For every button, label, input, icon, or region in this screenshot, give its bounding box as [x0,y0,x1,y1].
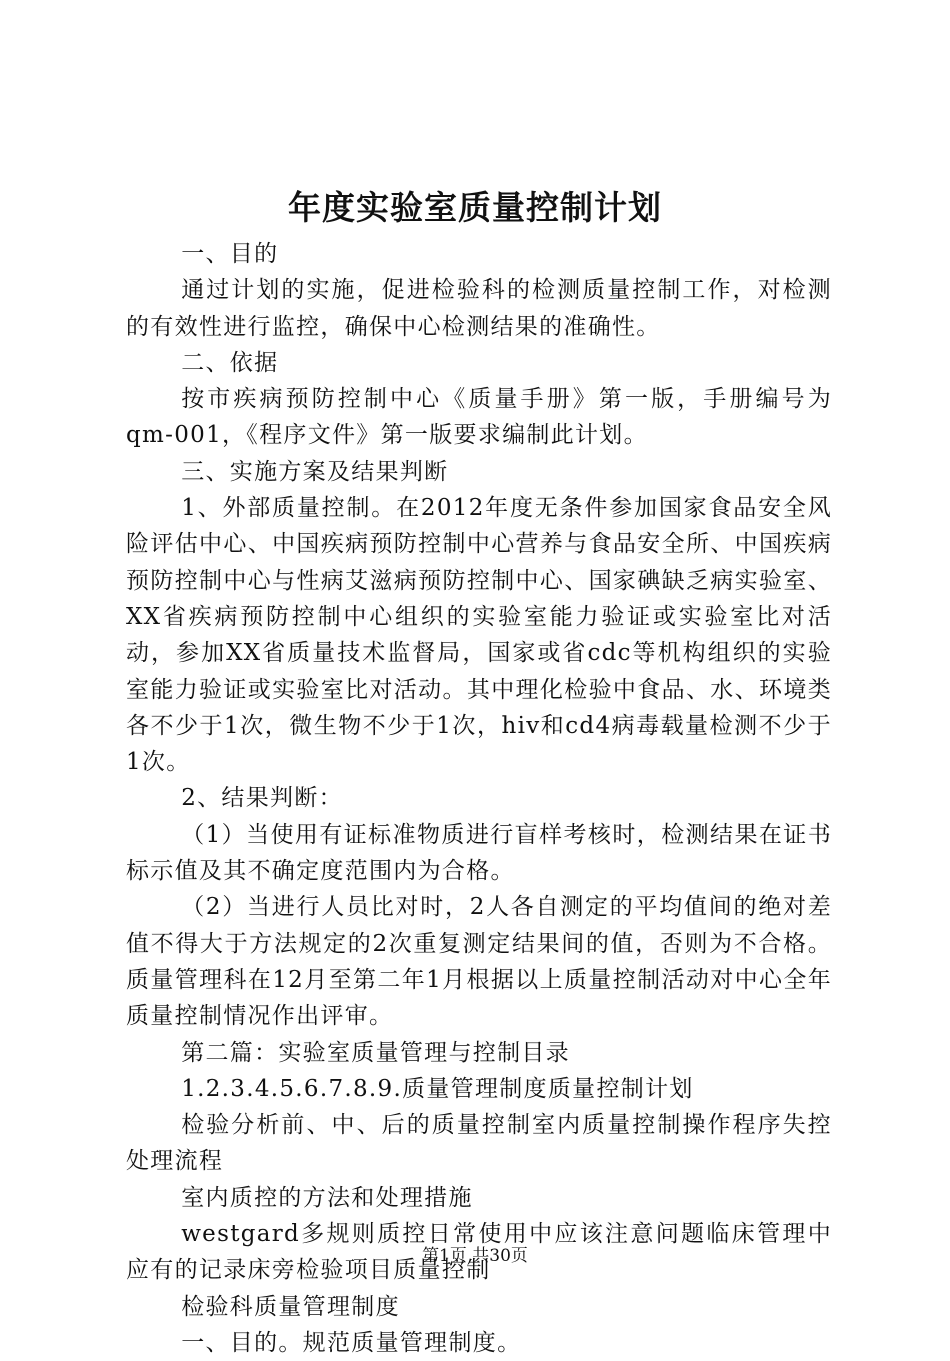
paragraph: 一、目的。规范质量管理制度。 [181,1329,522,1356]
paragraph: （1）当使用有证标准物质进行盲样考核时，检测结果在证书标示值及其不确定度范围内为合格。 [126,821,832,885]
document-body [126,236,832,1361]
paragraph: 通过计划的实施，促进检验科的检测质量控制工作，对检测的有效性进行监控，确保中心检测结果的准确性。 [126,277,832,340]
page-footer: 第1页 共30页 [422,1246,528,1266]
paragraph: 室内质控的方法和处理措施 [181,1184,473,1211]
paragraph: 检验分析前、中、后的质量控制室内质量控制操作程序失控处理流程 [126,1112,832,1175]
paragraph: 1、外部质量控制。在2012年度无条件参加国家食品安全风险评估中心、中国疾病预防控制中心营养与食品安全所、中国疾病预防控制中心与性病艾滋病预防控制中心、国家碘缺乏病实验室、XX省疾病预防控制中心组织的实验室能力验证或实验室比对活动，参加XX省质量技术监督局，国家或省cdc等机构组织的实验室能力验证或实验室比对活动。其中理化检验中食品、水、环境类各不少于1次，微生物不少于1次，hiv和cd4病毒载量检测不少于1次。 [126,495,832,776]
section-heading: 一、目的 [181,241,279,267]
paragraph: 检验科质量管理制度 [181,1293,400,1320]
paragraph: （2）当进行人员比对时，2人各自测定的平均值间的绝对差值不得大于方法规定的2次重复测定结果间的值，否则为不合格。质量管理科在12月至第二年1月根据以上质量控制活动对中心全年质量控制情况作出评审。 [126,894,832,1030]
section-heading: 二、依据 [181,349,279,376]
paragraph: 按市疾病预防控制中心《质量手册》第一版，手册编号为qm-001，《程序文件》第一版要求编制此计划。 [126,386,832,449]
section-heading: 三、实施方案及结果判断 [181,458,449,485]
paragraph: westgard多规则质控日常使用中应该注意问题临床管理中应有的记录床旁检验项目质量控制 [126,1221,832,1284]
document-title: 年度实验室质量控制计划 [288,188,662,227]
paragraph: 1.2.3.4.5.6.7.8.9.质量管理制度质量控制计划 [181,1075,694,1102]
paragraph: 第二篇：实验室质量管理与控制目录 [181,1039,570,1066]
paragraph: 2、结果判断： [181,785,343,812]
